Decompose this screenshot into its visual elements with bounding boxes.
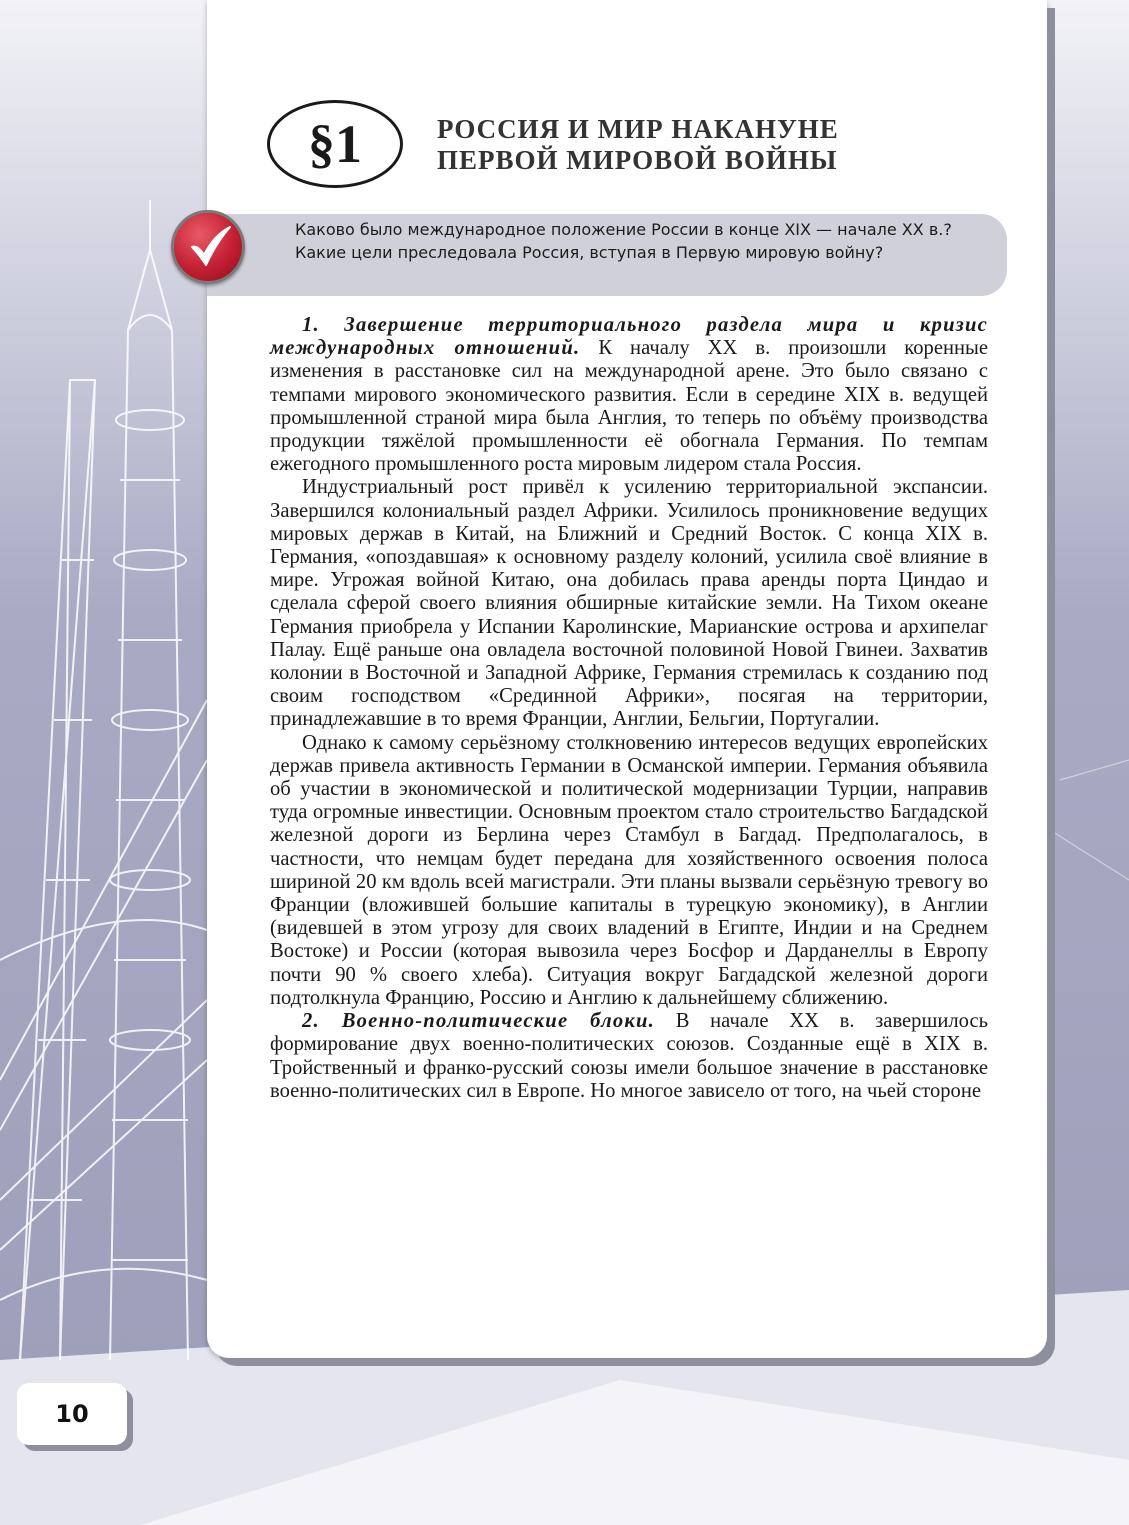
question-text: Каково было международное положение России в конце XIX — начале XX в.? Какие цели преследовала Россия, вступая в Первую мировую войну? bbox=[295, 220, 952, 262]
title-line-1: РОССИЯ И МИР НАКАНУНЕ bbox=[437, 114, 839, 144]
section-2-heading: 2. Военно-политические блоки. bbox=[302, 1010, 656, 1033]
paragraph-4 bbox=[270, 1010, 988, 1103]
content-card bbox=[207, 0, 1047, 1358]
checkmark-glyph bbox=[184, 221, 236, 273]
paragraph-mark: §1 bbox=[267, 100, 403, 188]
section-2-text-1: В начале XX в. завершилось формирование двух военно-политических союзов. Созданные ещё в XIX в. Тройственный и франко-русский союзы имели большое значение в расстановке военно-политических сил в Европе. Но многое зависело от того, на чьей стороне bbox=[270, 1010, 988, 1102]
title-line-2: ПЕРВОЙ МИРОВОЙ ВОЙНЫ bbox=[437, 145, 838, 175]
paragraph-2: Индустриальный рост привёл к усилению территориальной экспансии. Завершился колониальный раздел Африки. Усилилось проникновение ведущих мировых держав в Китай, на Ближний и Средний Восток. С конца XIX в. Германия, «опоздавшая» к основному разделу колоний, усилила своё влияние в мире. Угрожая войной Китаю, она добилась права аренды порта Циндао и сделала сферой своего влияния обширные китайские земли. На Тихом океане Германия приобрела у Испании Каролинские, Марианские острова и архипелаг Палау. Ещё раньше она овладела восточной половиной Новой Гвинеи. Захватив колонии в Восточной и Западной Африке, Германия стремилась к созданию под своим господством «Срединной Африки», посягая на территории, принадлежавшие в то время Франции, Англии, Бельгии, Португалии. bbox=[270, 476, 988, 731]
page-title bbox=[437, 114, 957, 176]
paragraph-3: Однако к самому серьёзному столкновению интересов ведущих европейских держав привела активность Германии в Османской империи. Германия объявила об участии в экономической и политической модернизации Турции, направив туда огромные инвестиции. Основным проектом стало строительство Багдадской железной дороги из Берлина через Стамбул в Багдад. Предполагалось, в частности, что немцам будет передана для хозяйственного освоения полоса шириной 20 км вдоль всей магистрали. Эти планы вызвали серьёзную тревогу во Франции (вложившей большие капиталы в турецкую экономику), в Англии (видевшей в этом угрозу для своих владений в Египте, Индии и на Среднем Востоке) и России (которая вывозила через Босфор и Дарданеллы в Европу почти 90 % своего хлеба). Ситуация вокруг Багдадской железной дороги подтолкнула Францию, Россию и Англию к дальнейшему сближению. bbox=[270, 731, 988, 1009]
body-text bbox=[270, 314, 988, 1103]
page-number: 10 bbox=[17, 1383, 127, 1445]
paragraph-1 bbox=[270, 314, 988, 476]
section-1-text-1: К началу XX в. произошли коренные изменения в расстановке сил на международной арене. Это было связано с темпами мирового экономического развития. Если в середине XIX в. ведущей промышленной страной мира была Англия, то теперь по объёму производства продукции тяжёлой промышленности её обогнала Германия. По темпам ежегодного промышленного роста мировым лидером стала Россия. bbox=[270, 337, 988, 476]
checkmark-icon bbox=[171, 210, 245, 284]
section-1-heading: 1. Завершение территориального раздела мира и кризис международных отношений. bbox=[270, 314, 988, 360]
